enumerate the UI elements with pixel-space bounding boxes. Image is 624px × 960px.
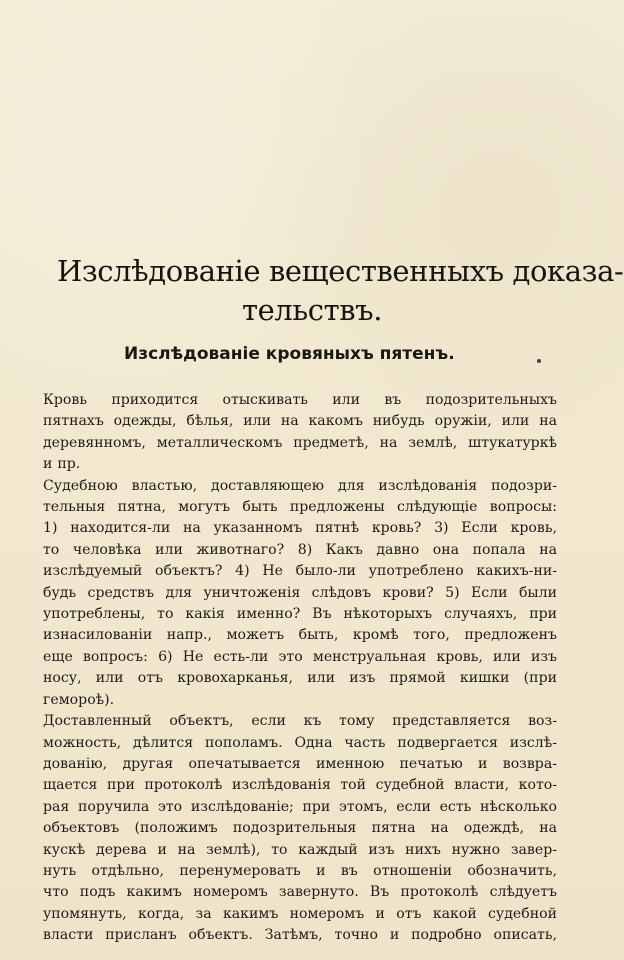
body-line-3: деревянномъ, металлическомъ предметѣ, на землѣ, штукатуркѣ [43,434,557,451]
body-line-5: Судебною властью, доставляющею для изслѣдованія подозри- [43,477,557,494]
body-line-13: еще вопросъ: 6) Не есть-ли это менструальная кровь, или изъ [43,648,557,665]
body-line-2: пятнахъ одежды, бѣлья, или на какомъ нибудь оружіи, или на [43,413,557,430]
body-line-25: упомянуть, когда, за какимъ номеромъ и отъ какой судебной [43,905,557,922]
body-line-26: власти присланъ объектъ. Затѣмъ, точно и подробно описать, [43,927,557,944]
body-text [43,390,557,947]
section-title [57,252,624,330]
bleed-through-header [28,8,588,26]
body-line-20: рая поручила это изслѣдованіе; при этомъ, если есть нѣсколько [43,798,557,815]
body-line-4: и пр. [43,456,81,473]
ink-speck [537,359,541,363]
bleed-through-text [28,44,588,254]
body-line-11: употреблены, то какія именно? Въ нѣкоторыхъ случаяхъ, при [43,606,557,623]
body-line-10: будь средствъ для уничтоженія слѣдовъ крови? 5) Если были [43,584,557,601]
body-line-6: тельныя пятна, могутъ быть предложены слѣдующіе вопросы: [43,499,557,516]
body-line-23: нуть отдѣльно, перенумеровать и въ отношеніи обозначить, [43,862,557,879]
body-line-18: дованію, другая опечатывается именною печатью и возвра- [43,755,557,772]
body-line-22: кускѣ дерева и на землѣ), то каждый изъ нихъ нужно завер- [43,841,557,858]
body-line-19: щается при протоколѣ изслѣдованія той судебной власти, кото- [43,777,557,794]
section-title-line-1: Изслѣдованіе вещественныхъ доказа- [57,254,624,288]
body-line-14: носу, или отъ кровохарканья, или изъ прямой кишки (при [43,670,557,687]
body-line-24: что подъ какимъ номеромъ завернуто. Въ протоколѣ слѣдуетъ [43,884,557,901]
body-line-1: Кровь приходится отыскивать или въ подозрительныхъ [43,392,557,408]
body-line-8: то человѣка или животнаго? 8) Какъ давно она попала на [43,541,557,558]
body-line-12: изнасилованіи напр., можетъ быть, кромѣ того, предложенъ [43,627,557,644]
body-line-17: можность, дѣлится пополамъ. Одна часть подвергается изслѣ- [43,734,557,751]
body-line-21: объектовъ (положимъ подозрительныя пятна на одеждѣ, на [43,820,557,837]
body-line-16: Доставленный объектъ, если къ тому представляется воз- [43,713,557,730]
body-line-15: гемороѣ). [43,691,115,708]
section-title-line-2: тельствъ. [241,293,383,327]
subsection-title: Изслѣдованіе кровяныхъ пятенъ. [124,344,455,364]
body-line-7: 1) находится-ли на указанномъ пятнѣ кровь? 3) Если кровь, [43,520,557,537]
body-line-9: изслѣдуемый объектъ? 4) Не было-ли употреблено какихъ-ни- [43,563,557,580]
